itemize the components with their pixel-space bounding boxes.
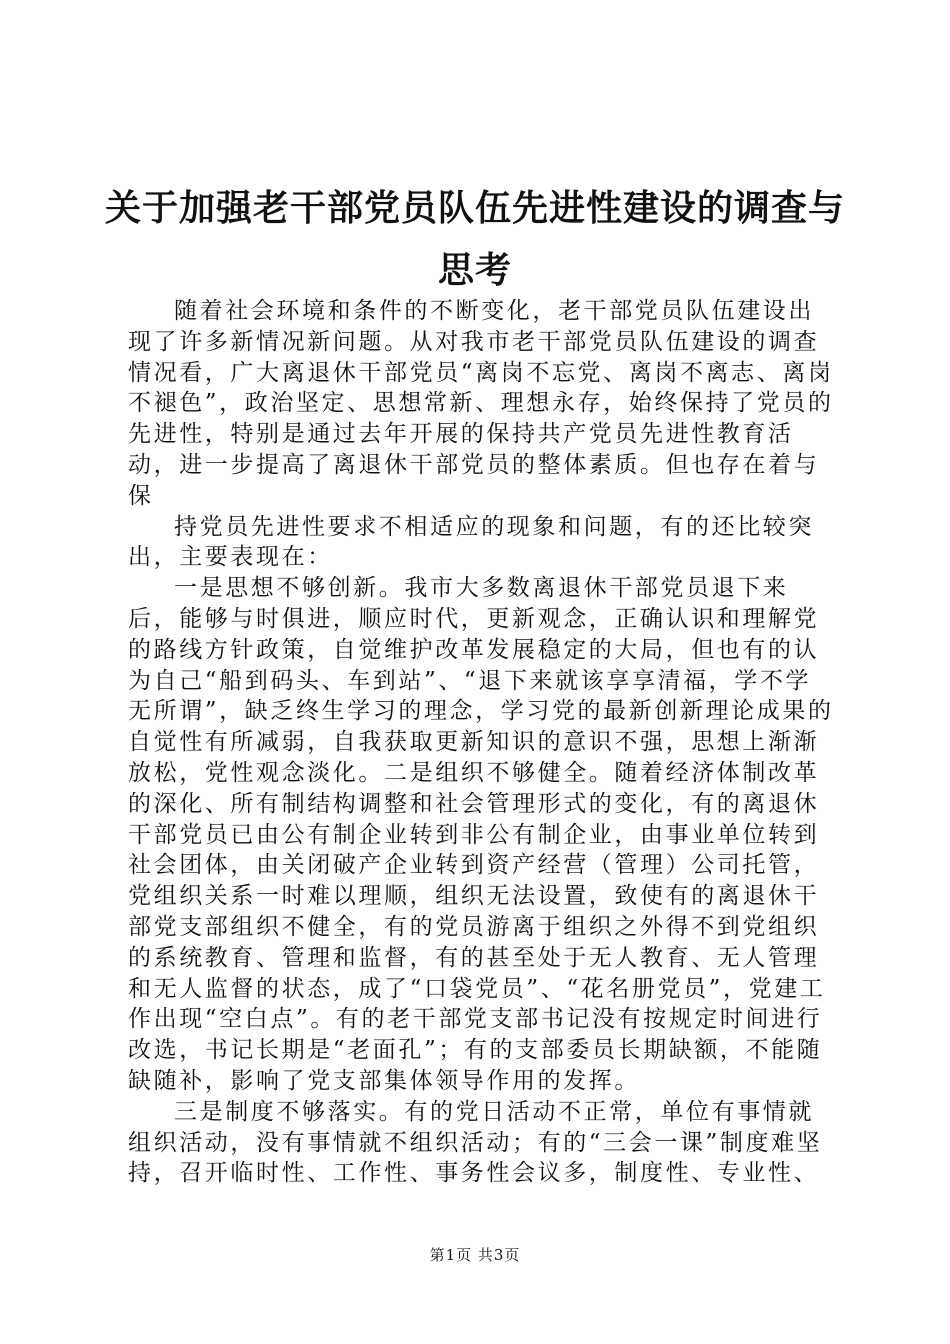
paragraph-2: 持党员先进性要求不相适应的现象和问题，有的还比较突出，主要表现在： [128, 513, 814, 571]
document-body [128, 296, 834, 1189]
paragraph-1: 随着社会环境和条件的不断变化，老干部党员队伍建设出现了许多新情况新问题。从对我市老干部党员队伍建设的调查情况看，广大离退休干部党员“离岗不忘党、离岗不离志、离岗不褪色”，政治坚定、思想常新、理想永存，始终保持了党员的先进性，特别是通过去年开展的保持共产党员先进性教育活动，进一步提高了离退休干部党员的整体素质。但也存在着与保 [128, 298, 834, 509]
paragraph-4: 三是制度不够落实。有的党日活动不正常，单位有事情就组织活动，没有事情就不组织活动；有的“三会一课”制度难坚持，召开临时性、工作性、事务性会议多，制度性、专业性、 [128, 1098, 823, 1187]
paragraph-3: 一是思想不够创新。我市大多数离退休干部党员退下来后，能够与时俱进，顺应时代，更新观念，正确认识和理解党的路线方针政策，自觉维护改革发展稳定的大局，但也有的认为自己“船到码头、车到站”、“退下来就该享享清福，学不学无所谓”，缺乏终生学习的理念，学习党的最新创新理论成果的自觉性有所减弱，自我获取更新知识的意识不强，思想上渐渐放松，党性观念淡化。二是组织不够健全。随着经济体制改革的深化、所有制结构调整和社会管理形式的变化，有的离退休干部党员已由公有制企业转到非公有制企业，由事业单位转到社会团体，由关闭破产企业转到资产经营（管理）公司托管，党组织关系一时难以理顺，组织无法设置，致使有的离退休干部党支部组织不健全，有的党员游离于组织之外得不到党组织的系统教育、管理和监督，有的甚至处于无人教育、无人管理和无人监督的状态，成了“口袋党员”、“花名册党员”，党建工作出现“空白点”。有的老干部党支部书记没有按规定时间进行改选，书记长期是“老面孔”；有的支部委员长期缺额，不能随缺随补，影响了党支部集体领导作用的发挥。 [128, 575, 834, 1094]
document-title-line-2: 思考 [437, 249, 512, 291]
document-title-line-1: 关于加强老干部党员队伍先进性建设的调查与 [104, 187, 845, 229]
page-footer: 第1页 共3页 [429, 1246, 521, 1264]
